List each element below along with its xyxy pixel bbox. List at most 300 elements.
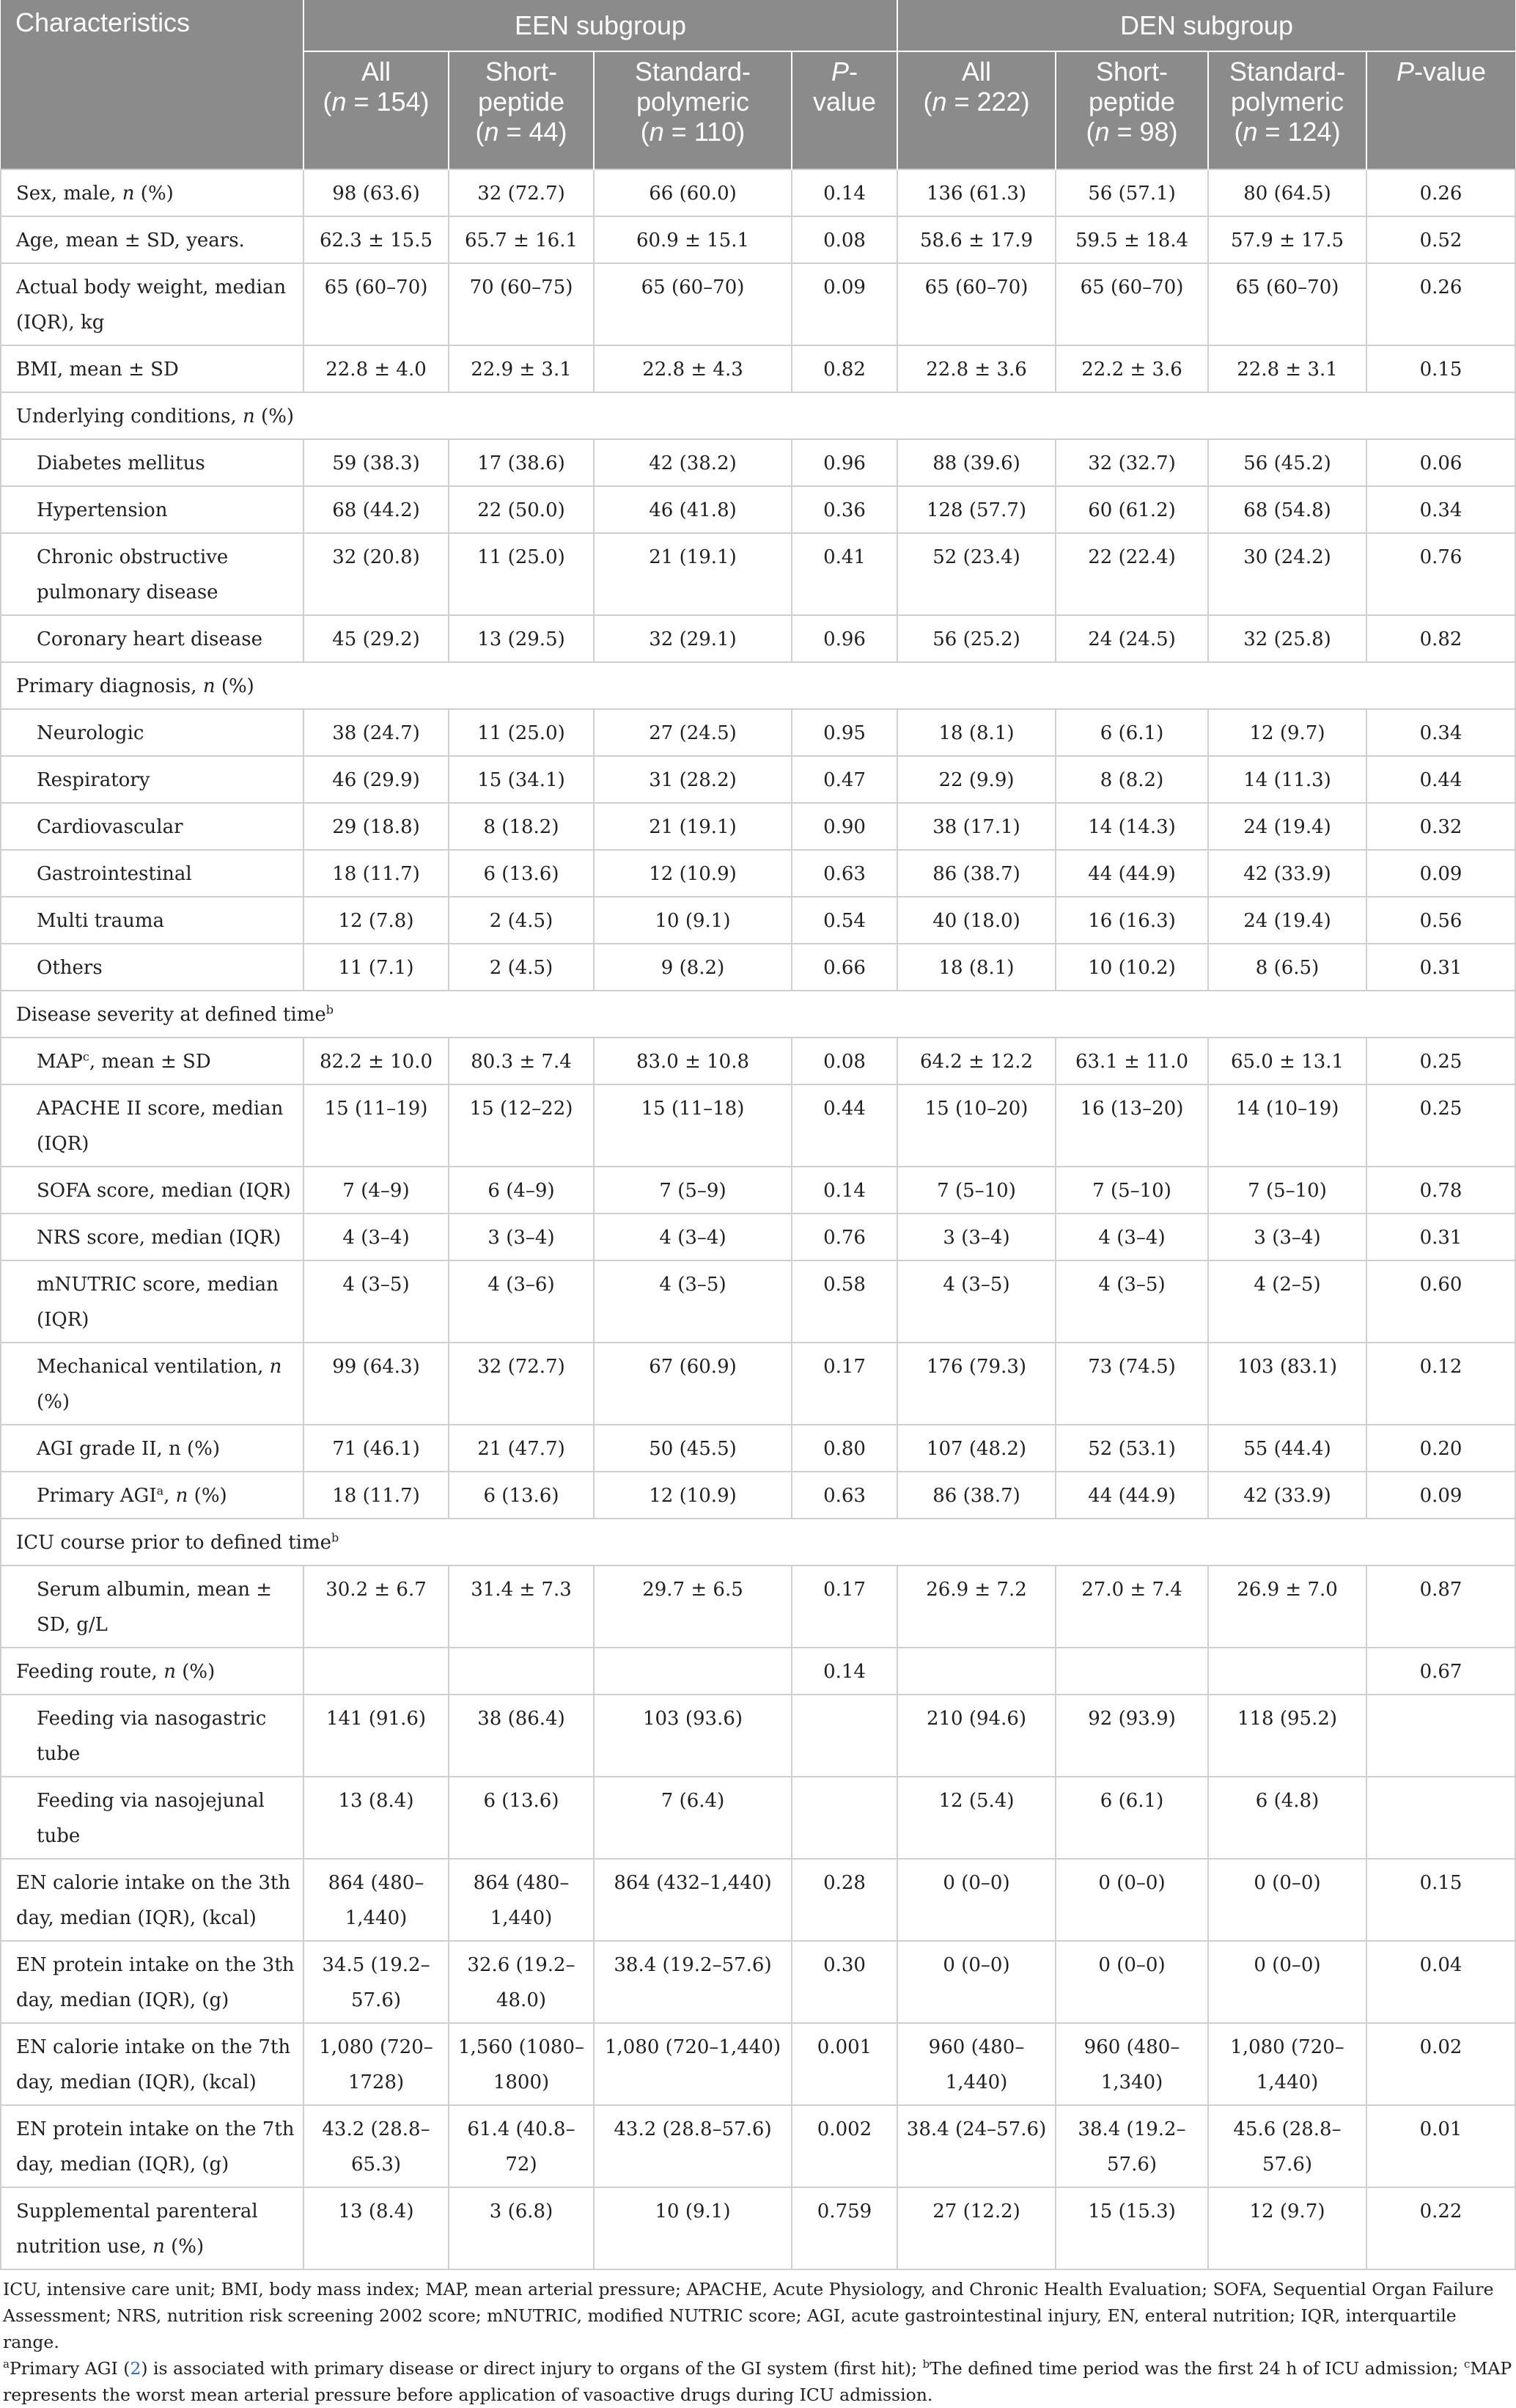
- footnote-mark-b: b: [922, 2357, 930, 2371]
- table-cell: 24 (24.5): [1056, 615, 1208, 662]
- label-text: EN calorie intake on the 3th day, median (IQR), (kcal): [16, 1872, 291, 1929]
- p-letter: P: [831, 56, 850, 87]
- row-label: [1, 1859, 303, 1941]
- row-label: [1, 1695, 303, 1777]
- n-symbol: n: [1094, 117, 1110, 147]
- table-cell: 6 (13.6): [449, 850, 594, 897]
- table-cell: 0.14: [792, 1648, 897, 1695]
- col-title: Short-: [1095, 56, 1169, 87]
- table-row: [1, 1214, 1515, 1260]
- table-cell: 864 (480–1,440): [303, 1859, 449, 1941]
- table-cell: 18 (8.1): [897, 944, 1056, 991]
- row-label: [1, 1425, 303, 1472]
- table-cell: 18 (8.1): [897, 709, 1056, 756]
- table-cell: 0.06: [1366, 439, 1515, 486]
- table-row: [1, 1472, 1515, 1519]
- table-cell: 0.09: [792, 263, 897, 345]
- header-een-subgroup: EEN subgroup: [303, 0, 897, 51]
- col-title-2: peptide: [1088, 87, 1176, 117]
- table-cell: 14 (14.3): [1056, 803, 1208, 850]
- n-value: = 222): [946, 87, 1030, 117]
- row-label: [1, 392, 1515, 439]
- row-label: [1, 991, 1515, 1038]
- table-footnotes: [0, 2270, 1516, 2408]
- table-cell: 38.4 (19.2–57.6): [594, 1941, 792, 2023]
- table-cell: 22 (9.9): [897, 756, 1056, 803]
- table-cell: 67 (60.9): [594, 1343, 792, 1425]
- note-a-text: ) is associated with primary disease or direct injury to organs of the GI system (first hit);: [141, 2358, 923, 2379]
- col-title: Short-: [485, 56, 558, 87]
- table-cell: 2 (4.5): [449, 944, 594, 991]
- table-cell: 24 (19.4): [1208, 803, 1366, 850]
- table-cell: 0.26: [1366, 169, 1515, 216]
- abbreviations-note: ICU, intensive care unit; BMI, body mass index; MAP, mean arterial pressure; APACHE, Acute Physiology, and Chronic Health Evaluation; SOFA, Sequential Organ Failure Assessment; NRS, nutrition risk screening 2002 score; mNUTRIC, modified NUTRIC score; AGI, acute gastrointestinal injury, EN, enteral nutrition; IQR, interquartile range.: [3, 2279, 1494, 2352]
- label-text: SOFA score, median (IQR): [37, 1180, 291, 1202]
- header-den-subgroup: DEN subgroup: [897, 0, 1515, 51]
- table-cell: 80.3 ± 7.4: [449, 1038, 594, 1084]
- table-cell: 1,080 (720–1728): [303, 2023, 449, 2105]
- label-text: APACHE II score, median (IQR): [37, 1098, 284, 1155]
- table-cell: 0.34: [1366, 486, 1515, 533]
- table-cell: 0.96: [792, 615, 897, 662]
- row-label: [1, 533, 303, 615]
- table-row: [1, 263, 1515, 345]
- table-cell: 0.31: [1366, 944, 1515, 991]
- table-cell: 56 (25.2): [897, 615, 1056, 662]
- label-text: (%): [134, 183, 174, 205]
- table-cell: 45.6 (28.8–57.6): [1208, 2105, 1366, 2187]
- table-cell: 107 (48.2): [897, 1425, 1056, 1472]
- table-cell: 4 (3–5): [1056, 1260, 1208, 1343]
- table-cell: 0.63: [792, 850, 897, 897]
- label-text: Disease severity at defined time: [16, 1004, 326, 1026]
- table-cell: 57.9 ± 17.5: [1208, 216, 1366, 263]
- table-cell: 98 (63.6): [303, 169, 449, 216]
- table-row: [1, 756, 1515, 803]
- label-text: Gastrointestinal: [37, 863, 192, 885]
- table-cell: 0.87: [1366, 1565, 1515, 1648]
- row-label: [1, 1941, 303, 2023]
- table-cell: 27.0 ± 7.4: [1056, 1565, 1208, 1648]
- n-symbol: n: [1243, 117, 1258, 147]
- table-cell: 18 (11.7): [303, 1472, 449, 1519]
- row-label: [1, 803, 303, 850]
- table-cell: [792, 1695, 897, 1777]
- row-label: [1, 486, 303, 533]
- table-cell: 68 (54.8): [1208, 486, 1366, 533]
- section-row: [1, 1519, 1515, 1565]
- table-row: [1, 169, 1515, 216]
- label-text: MAP: [37, 1051, 83, 1073]
- table-cell: 15 (11–19): [303, 1084, 449, 1167]
- table-cell: 0.66: [792, 944, 897, 991]
- den-col-header-0: [897, 51, 1056, 169]
- table-cell: 0.32: [1366, 803, 1515, 850]
- table-cell: 26.9 ± 7.0: [1208, 1565, 1366, 1648]
- row-label: [1, 1084, 303, 1167]
- table-cell: 7 (5–9): [594, 1167, 792, 1214]
- table-cell: 32 (29.1): [594, 615, 792, 662]
- note-a-prefix: Primary AGI (: [9, 2358, 130, 2379]
- table-cell: 960 (480–1,440): [897, 2023, 1056, 2105]
- table-cell: 50 (45.5): [594, 1425, 792, 1472]
- table-cell: 7 (5–10): [1208, 1167, 1366, 1214]
- table-cell: 15 (11–18): [594, 1084, 792, 1167]
- label-text: (%): [164, 2236, 205, 2258]
- note-b-text: The defined time period was the first 24 h of ICU admission;: [930, 2358, 1464, 2379]
- table-cell: 16 (16.3): [1056, 897, 1208, 944]
- table-cell: 14 (10–19): [1208, 1084, 1366, 1167]
- table-cell: 43.2 (28.8–57.6): [594, 2105, 792, 2187]
- table-cell: 0.12: [1366, 1343, 1515, 1425]
- table-cell: 4 (3–4): [1056, 1214, 1208, 1260]
- table-cell: 16 (13–20): [1056, 1084, 1208, 1167]
- table-cell: 42 (33.9): [1208, 850, 1366, 897]
- table-cell: 21 (47.7): [449, 1425, 594, 1472]
- table-cell: 6 (6.1): [1056, 1777, 1208, 1859]
- table-cell: 15 (15.3): [1056, 2187, 1208, 2269]
- table-cell: 10 (9.1): [594, 2187, 792, 2269]
- n-value: = 98): [1109, 117, 1178, 147]
- table-cell: 38 (17.1): [897, 803, 1056, 850]
- label-text: Actual body weight, median (IQR), kg: [16, 276, 287, 334]
- table-cell: 0.14: [792, 169, 897, 216]
- table-cell: 4 (3–5): [303, 1260, 449, 1343]
- table-cell: 70 (60–75): [449, 263, 594, 345]
- table-cell: 17 (38.6): [449, 439, 594, 486]
- table-cell: 864 (432–1,440): [594, 1859, 792, 1941]
- label-text: AGI grade II, n (%): [37, 1438, 221, 1460]
- table-row: [1, 345, 1515, 392]
- table-cell: 6 (4–9): [449, 1167, 594, 1214]
- table-cell: 0 (0–0): [1208, 1859, 1366, 1941]
- table-cell: 15 (34.1): [449, 756, 594, 803]
- table-row: [1, 486, 1515, 533]
- table-cell: 55 (44.4): [1208, 1425, 1366, 1472]
- table-cell: 4 (2–5): [1208, 1260, 1366, 1343]
- row-label: [1, 1472, 303, 1519]
- table-cell: 0.02: [1366, 2023, 1515, 2105]
- table-cell: 42 (38.2): [594, 439, 792, 486]
- table-cell: 0.001: [792, 2023, 897, 2105]
- table-row: [1, 1038, 1515, 1084]
- table-cell: 10 (9.1): [594, 897, 792, 944]
- row-label: [1, 1343, 303, 1425]
- table-cell: 71 (46.1): [303, 1425, 449, 1472]
- table-cell: 0.759: [792, 2187, 897, 2269]
- row-label: [1, 1260, 303, 1343]
- table-cell: 38.4 (19.2–57.6): [1056, 2105, 1208, 2187]
- table-cell: 4 (3–4): [303, 1214, 449, 1260]
- label-italic: n: [243, 405, 255, 427]
- table-cell: [449, 1648, 594, 1695]
- table-cell: 6 (6.1): [1056, 709, 1208, 756]
- table-cell: 21 (19.1): [594, 533, 792, 615]
- table-row: [1, 1695, 1515, 1777]
- table-cell: 13 (8.4): [303, 2187, 449, 2269]
- label-text: Primary diagnosis,: [16, 675, 203, 697]
- table-cell: 7 (5–10): [897, 1167, 1056, 1214]
- table-cell: 15 (12–22): [449, 1084, 594, 1167]
- table-cell: 30.2 ± 6.7: [303, 1565, 449, 1648]
- table-cell: 58.6 ± 17.9: [897, 216, 1056, 263]
- table-cell: 1,080 (720–1,440): [1208, 2023, 1366, 2105]
- table-cell: 128 (57.7): [897, 486, 1056, 533]
- table-cell: 0.36: [792, 486, 897, 533]
- table-cell: 24 (19.4): [1208, 897, 1366, 944]
- row-label: [1, 1777, 303, 1859]
- label-text: (%): [37, 1391, 70, 1413]
- label-italic: n: [269, 1356, 282, 1378]
- label-text: ICU course prior to defined time: [16, 1532, 332, 1554]
- n-value: = 124): [1257, 117, 1341, 147]
- col-title-2: polymeric: [636, 87, 750, 117]
- table-cell: 1,080 (720–1,440): [594, 2023, 792, 2105]
- table-cell: 66 (60.0): [594, 169, 792, 216]
- table-cell: 59 (38.3): [303, 439, 449, 486]
- table-cell: 82.2 ± 10.0: [303, 1038, 449, 1084]
- table-cell: 68 (44.2): [303, 486, 449, 533]
- table-cell: 3 (3–4): [897, 1214, 1056, 1260]
- table-row: [1, 1859, 1515, 1941]
- label-text: , mean ± SD: [89, 1051, 211, 1073]
- table-row: [1, 803, 1515, 850]
- col-title: All: [962, 56, 992, 87]
- table-cell: 60 (61.2): [1056, 486, 1208, 533]
- note-c-text: MAP represents the worst mean arterial pressure before application of vasoactive drugs during ICU admission.: [3, 2358, 1512, 2405]
- row-label: [1, 756, 303, 803]
- table-cell: 44 (44.9): [1056, 1472, 1208, 1519]
- table-row: [1, 1777, 1515, 1859]
- table-cell: 0.15: [1366, 1859, 1515, 1941]
- table-cell: 0.58: [792, 1260, 897, 1343]
- table-cell: 52 (53.1): [1056, 1425, 1208, 1472]
- n-value: = 44): [498, 117, 567, 147]
- table-cell: 210 (94.6): [897, 1695, 1056, 1777]
- table-cell: 103 (83.1): [1208, 1343, 1366, 1425]
- table-row: [1, 897, 1515, 944]
- table-cell: 62.3 ± 15.5: [303, 216, 449, 263]
- header-characteristics: Characteristics: [1, 0, 303, 169]
- label-text: EN protein intake on the 7th day, median (IQR), (g): [16, 2118, 295, 2176]
- table-cell: 0.63: [792, 1472, 897, 1519]
- label-italic: n: [175, 1485, 188, 1507]
- table-cell: 0.22: [1366, 2187, 1515, 2269]
- table-cell: 32 (72.7): [449, 1343, 594, 1425]
- n-symbol: n: [932, 87, 947, 117]
- row-label: [1, 897, 303, 944]
- een-col-header-3: [792, 51, 897, 169]
- label-text: Multi trauma: [37, 910, 164, 932]
- table-cell: 32 (72.7): [449, 169, 594, 216]
- table-cell: 42 (33.9): [1208, 1472, 1366, 1519]
- table-cell: 0.08: [792, 1038, 897, 1084]
- table-cell: 3 (3–4): [1208, 1214, 1366, 1260]
- p-letter: P: [1396, 56, 1414, 87]
- table-cell: 63.1 ± 11.0: [1056, 1038, 1208, 1084]
- col-title: All: [361, 56, 391, 87]
- label-text: Serum albumin, mean ± SD, g/L: [37, 1579, 273, 1636]
- n-value: = 154): [346, 87, 430, 117]
- table-cell: 80 (64.5): [1208, 169, 1366, 216]
- label-superscript: c: [82, 1049, 89, 1064]
- label-text: EN calorie intake on the 7th day, median (IQR), (kcal): [16, 2036, 291, 2093]
- table-cell: 65.7 ± 16.1: [449, 216, 594, 263]
- table-cell: 0.17: [792, 1343, 897, 1425]
- row-label: [1, 944, 303, 991]
- table-cell: 15 (10–20): [897, 1084, 1056, 1167]
- table-row: [1, 1167, 1515, 1214]
- table-cell: 32 (32.7): [1056, 439, 1208, 486]
- row-label: [1, 615, 303, 662]
- n-symbol: n: [331, 87, 347, 117]
- table-cell: 32 (20.8): [303, 533, 449, 615]
- row-label: [1, 169, 303, 216]
- table-cell: 0.09: [1366, 850, 1515, 897]
- table-cell: 46 (29.9): [303, 756, 449, 803]
- row-label: [1, 1519, 1515, 1565]
- table-row: [1, 944, 1515, 991]
- n-symbol: n: [484, 117, 499, 147]
- table-cell: 13 (29.5): [449, 615, 594, 662]
- footnote-mark-a: a: [3, 2357, 10, 2371]
- table-cell: 31 (28.2): [594, 756, 792, 803]
- table-cell: 11 (25.0): [449, 533, 594, 615]
- label-italic: n: [122, 183, 135, 205]
- n-open: (: [475, 117, 485, 147]
- table-cell: 0.002: [792, 2105, 897, 2187]
- label-text: Mechanical ventilation,: [37, 1356, 270, 1378]
- table-cell: 0.09: [1366, 1472, 1515, 1519]
- label-text: Age, mean ± SD, years.: [16, 230, 245, 252]
- den-col-header-3: [1366, 51, 1515, 169]
- table-cell: 43.2 (28.8–65.3): [303, 2105, 449, 2187]
- table-cell: 0.56: [1366, 897, 1515, 944]
- table-cell: 6 (13.6): [449, 1777, 594, 1859]
- label-text: Diabetes mellitus: [37, 452, 205, 474]
- label-text: BMI, mean ± SD: [16, 359, 179, 381]
- label-text: ,: [163, 1485, 176, 1507]
- table-cell: 0.52: [1366, 216, 1515, 263]
- table-cell: 4 (3–5): [594, 1260, 792, 1343]
- table-cell: 0.28: [792, 1859, 897, 1941]
- table-cell: 7 (5–10): [1056, 1167, 1208, 1214]
- label-text: Neurologic: [37, 722, 144, 744]
- table-cell: 118 (95.2): [1208, 1695, 1366, 1777]
- row-label: [1, 1648, 303, 1695]
- table-cell: 45 (29.2): [303, 615, 449, 662]
- reference-link[interactable]: 2: [130, 2358, 141, 2379]
- label-text: (%): [254, 405, 295, 427]
- table-cell: 3 (6.8): [449, 2187, 594, 2269]
- table-cell: 30 (24.2): [1208, 533, 1366, 615]
- row-label: [1, 1565, 303, 1648]
- table-cell: 12 (7.8): [303, 897, 449, 944]
- table-cell: 8 (6.5): [1208, 944, 1366, 991]
- table-row: [1, 2105, 1515, 2187]
- table-cell: 60.9 ± 15.1: [594, 216, 792, 263]
- table-cell: 0.80: [792, 1425, 897, 1472]
- col-title: Standard-: [634, 56, 751, 87]
- row-label: [1, 1167, 303, 1214]
- table-cell: 1,560 (1080–1800): [449, 2023, 594, 2105]
- label-italic: n: [163, 1661, 176, 1683]
- table-row: [1, 439, 1515, 486]
- table-cell: 0 (0–0): [1208, 1941, 1366, 2023]
- table-cell: 12 (5.4): [897, 1777, 1056, 1859]
- den-col-header-2: [1208, 51, 1366, 169]
- table-row: [1, 1941, 1515, 2023]
- table-row: [1, 2187, 1515, 2269]
- table-cell: 2 (4.5): [449, 897, 594, 944]
- table-cell: 27 (12.2): [897, 2187, 1056, 2269]
- table-cell: 0 (0–0): [897, 1859, 1056, 1941]
- row-label: [1, 345, 303, 392]
- table-cell: 65 (60–70): [1056, 263, 1208, 345]
- table-cell: 0.96: [792, 439, 897, 486]
- table-cell: 4 (3–6): [449, 1260, 594, 1343]
- table-cell: 73 (74.5): [1056, 1343, 1208, 1425]
- table-row: [1, 2023, 1515, 2105]
- col-title: Standard-: [1229, 56, 1346, 87]
- table-cell: 0.08: [792, 216, 897, 263]
- table-cell: 103 (93.6): [594, 1695, 792, 1777]
- n-open: (: [640, 117, 650, 147]
- label-italic: n: [202, 675, 216, 697]
- table-cell: 38.4 (24–57.6): [897, 2105, 1056, 2187]
- table-cell: 0.25: [1366, 1038, 1515, 1084]
- table-row: [1, 709, 1515, 756]
- table-cell: 0 (0–0): [1056, 1941, 1208, 2023]
- table-row: [1, 615, 1515, 662]
- table-cell: 29 (18.8): [303, 803, 449, 850]
- table-cell: [1056, 1648, 1208, 1695]
- table-cell: 7 (4–9): [303, 1167, 449, 1214]
- table-cell: 22.2 ± 3.6: [1056, 345, 1208, 392]
- row-label: [1, 850, 303, 897]
- table-cell: 0.82: [1366, 615, 1515, 662]
- table-cell: 46 (41.8): [594, 486, 792, 533]
- table-cell: 65 (60–70): [594, 263, 792, 345]
- table-cell: 0.34: [1366, 709, 1515, 756]
- n-symbol: n: [649, 117, 664, 147]
- table-cell: 8 (18.2): [449, 803, 594, 850]
- table-cell: 0.82: [792, 345, 897, 392]
- n-open: (: [1086, 117, 1095, 147]
- table-cell: 12 (10.9): [594, 850, 792, 897]
- table-cell: 22.8 ± 3.6: [897, 345, 1056, 392]
- table-cell: 86 (38.7): [897, 850, 1056, 897]
- table-cell: 0.44: [1366, 756, 1515, 803]
- table-row: [1, 1425, 1515, 1472]
- table-cell: 83.0 ± 10.8: [594, 1038, 792, 1084]
- row-label: [1, 2105, 303, 2187]
- table-cell: 0.26: [1366, 263, 1515, 345]
- table-cell: 65 (60–70): [1208, 263, 1366, 345]
- row-label: [1, 216, 303, 263]
- label-superscript: a: [156, 1483, 164, 1498]
- table-cell: 31.4 ± 7.3: [449, 1565, 594, 1648]
- table-cell: 13 (8.4): [303, 1777, 449, 1859]
- een-col-header-0: [303, 51, 449, 169]
- table-cell: 9 (8.2): [594, 944, 792, 991]
- row-label: [1, 709, 303, 756]
- table-cell: 0.76: [1366, 533, 1515, 615]
- table-cell: 0.54: [792, 897, 897, 944]
- table-cell: 14 (11.3): [1208, 756, 1366, 803]
- table-cell: 29.7 ± 6.5: [594, 1565, 792, 1648]
- p-suffix: -value: [1414, 56, 1487, 87]
